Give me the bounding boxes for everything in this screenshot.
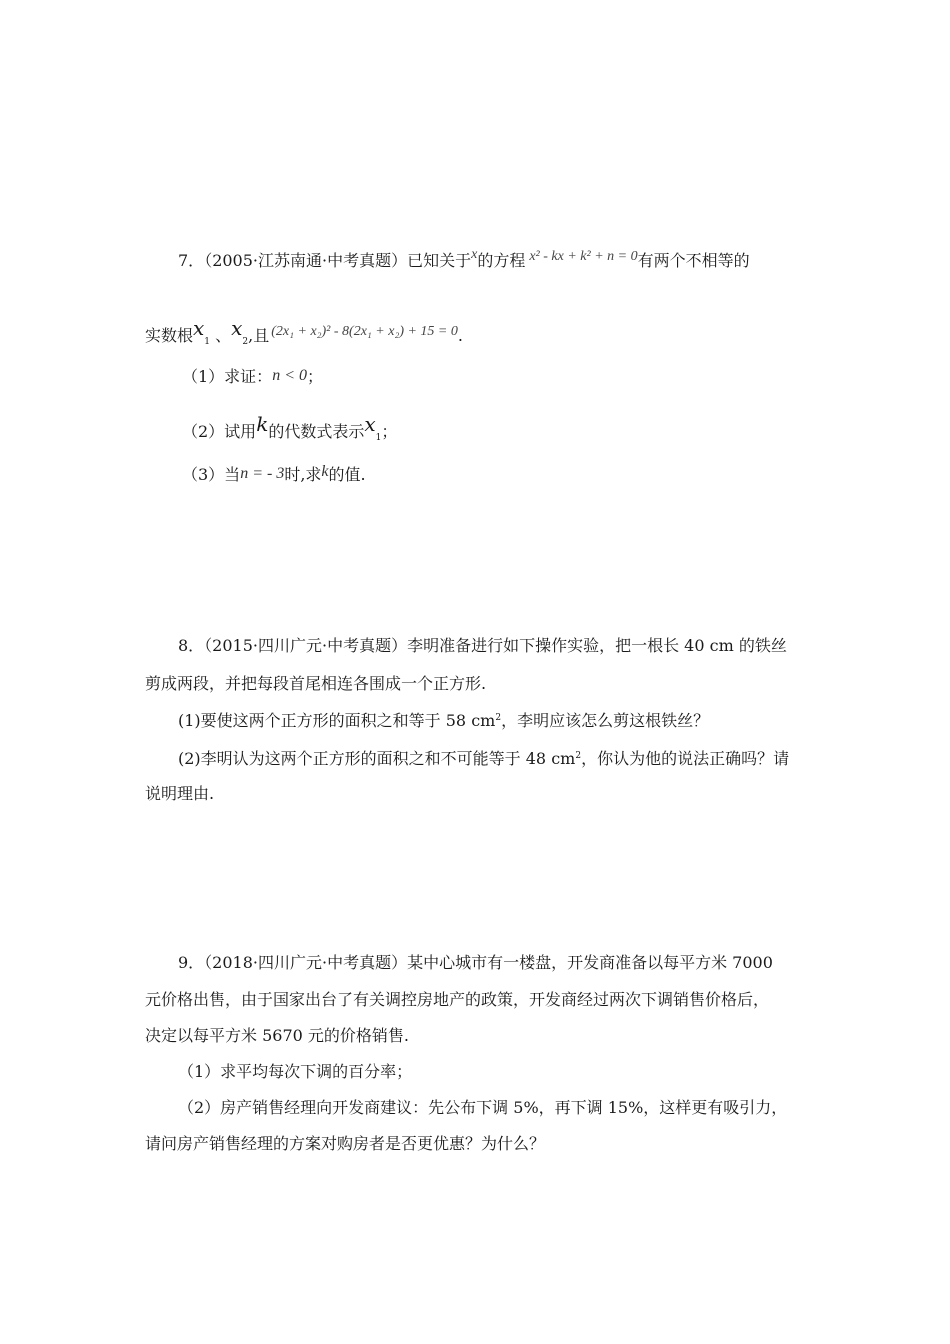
q7-sep: 、	[215, 326, 232, 345]
q7-line2	[145, 318, 463, 352]
q7-number: 7．	[178, 251, 205, 270]
q7-p1-end: ；	[306, 367, 323, 386]
q8-p2-a: (2)李明认为这两个正方形的面积之和不可能等于 48 cm	[178, 749, 576, 768]
q7-p2-x: x	[364, 412, 376, 436]
q7-line2-a: 实数根	[145, 326, 194, 345]
q7-p3-k: k	[321, 463, 329, 480]
q7-x1: x	[193, 316, 205, 340]
q7-line2-end: .	[457, 326, 463, 345]
q7-p1-math: n < 0	[272, 367, 307, 384]
q8-p1-a: (1)要使这两个正方形的面积之和等于 58 cm	[178, 711, 496, 730]
q7-part2	[182, 414, 397, 448]
q7-part3	[182, 462, 366, 485]
q9-part2-line1: （2）房产销售经理向开发商建议：先公布下调 5%，再下调 15%，这样更有吸引力，	[178, 1098, 788, 1117]
q9-line3: 决定以每平方米 5670 元的价格销售.	[145, 1026, 409, 1045]
q8-part2-line2: 说明理由.	[145, 784, 215, 803]
q9-part2-line2: 请问房产销售经理的方案对购房者是否更优惠？为什么？	[145, 1134, 546, 1153]
q7-p3-label: （3）当	[182, 465, 241, 484]
q7-var-x: x	[471, 247, 478, 262]
q7-condition: (2x₁ + x₂)² - 8(2x₁ + x₂) + 15 = 0	[271, 324, 458, 339]
q7-equation: x² - kx + k² + n = 0	[529, 249, 638, 264]
q7-x2-sub: 2	[242, 337, 249, 347]
q7-p2-label: （2）试用	[182, 422, 257, 441]
q7-x2: x	[231, 316, 243, 340]
q7-part1	[182, 366, 323, 387]
q7-source: （2005·江苏南通·中考真题）	[204, 251, 408, 270]
q8-p1-b: ，李明应该怎么剪这根铁丝？	[501, 711, 710, 730]
q7-p2-mid: 的代数式表示	[268, 422, 365, 441]
q8-p1-sup: 2	[495, 713, 502, 723]
q8-line1: 8．（2015·四川广元·中考真题）李明准备进行如下操作实验，把一根长 40 cm 的铁丝	[178, 636, 787, 655]
q9-line1: 9．（2018·四川广元·中考真题）某中心城市有一楼盘，开发商准备以每平方米 7000	[178, 953, 773, 972]
q9-line2: 元价格出售，由于国家出台了有关调控房地产的政策，开发商经过两次下调销售价格后，	[145, 990, 770, 1009]
q8-part1	[178, 708, 709, 731]
q7-p1-label: （1）求证：	[182, 367, 273, 386]
q7-line1	[178, 245, 750, 271]
q8-part2	[178, 746, 789, 769]
q7-p3-end: 的值.	[328, 465, 366, 484]
q7-p2-end: ；	[381, 422, 398, 441]
q7-line2-b: ,且	[248, 326, 270, 345]
q7-p2-sub: 1	[375, 433, 382, 443]
q8-p2-sup: 2	[575, 751, 582, 761]
q7-stem-b: 的方程	[477, 251, 526, 270]
q8-p2-b: ，你认为他的说法正确吗？请	[581, 749, 790, 768]
q7-x1-sub: 1	[204, 337, 211, 347]
q7-stem-c: 有两个不相等的	[637, 251, 750, 270]
q7-stem-a: 已知关于	[407, 251, 472, 270]
q7-p2-k: k	[256, 412, 269, 436]
q9-part1: （1）求平均每次下调的百分率；	[178, 1062, 413, 1081]
q7-p3-math: n = - 3	[240, 465, 285, 482]
q7-p3-mid: 时,求	[284, 465, 322, 484]
q8-line2: 剪成两段，并把每段首尾相连各围成一个正方形.	[145, 674, 487, 693]
